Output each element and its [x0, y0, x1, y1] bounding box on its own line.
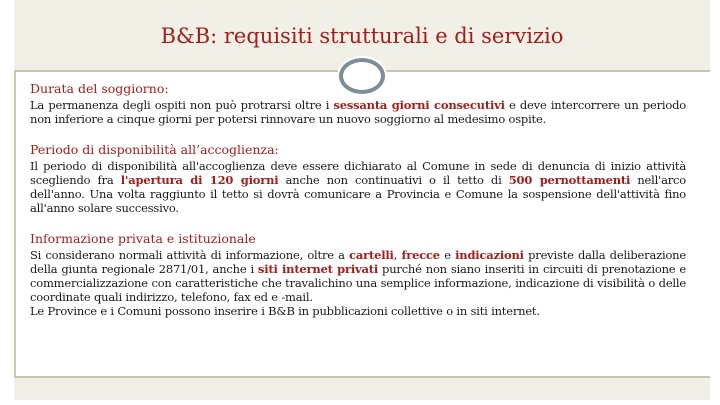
text-run: Si considerano normali attività di informazione, oltre a: [30, 248, 350, 262]
text-run: nell'arco dell'anno. Una volta raggiunto il tetto si dovrà comunicare a Provincia e Comune la sospensione dell'attività fino all'anno solare successivo.: [30, 173, 686, 215]
section-paragraph: [30, 159, 686, 215]
slide-title: B&B: requisiti strutturali e di servizio: [160, 24, 564, 48]
section-paragraph: [30, 248, 686, 304]
highlight-text: cartelli: [349, 248, 394, 262]
highlight-text: l'apertura di 120 giorni: [120, 173, 279, 187]
highlight-text: siti internet privati: [257, 262, 379, 276]
section-paragraph: Le Province e i Comuni possono inserire i B&B in pubblicazioni collettive o in siti internet.: [30, 304, 540, 318]
footer-band: [14, 376, 710, 400]
text-run: e: [439, 248, 456, 262]
highlight-text: sessanta giorni consecutivi: [333, 98, 505, 112]
section-heading: Informazione privata e istituzionale: [30, 231, 256, 246]
slide-body: [30, 82, 686, 335]
highlight-text: indicazioni: [455, 248, 524, 262]
section-informazione: [30, 232, 686, 318]
text-run: anche non continuativi o il tetto di: [278, 173, 509, 187]
text-run: La permanenza degli ospiti non può protrarsi oltre i: [30, 98, 334, 112]
text-run: previste dalla deliberazione della giunta regionale 2871/01, anche i: [30, 248, 686, 276]
text-run: e deve intercorrere un periodo non inferiore a cinque giorni per potersi rinnovare un nuovo soggiorno al medesimo ospite.: [30, 98, 686, 126]
text-run: Il periodo di disponibilità all'accoglienza deve essere dichiarato al Comune in sede di denuncia di inizio attività scegliendo fra: [30, 159, 686, 187]
section-paragraph: [30, 98, 686, 126]
text-run: purché non siano inseriti in circuiti di prenotazione e commercializzazione con caratteristiche che travalichino una semplice informazione, indicazione di visibilità o delle coordinate quali indirizzo, telefono, fax ed e -mail.: [30, 262, 686, 304]
section-heading: Durata del soggiorno:: [30, 81, 169, 96]
highlight-text: 500 pernottamenti: [508, 173, 631, 187]
section-durata: [30, 82, 686, 126]
section-periodo: [30, 143, 686, 215]
section-heading: Periodo di disponibilità all’accoglienza:: [30, 142, 279, 157]
text-run: ,: [393, 248, 402, 262]
left-frame-line: [14, 70, 16, 382]
highlight-text: frecce: [401, 248, 440, 262]
